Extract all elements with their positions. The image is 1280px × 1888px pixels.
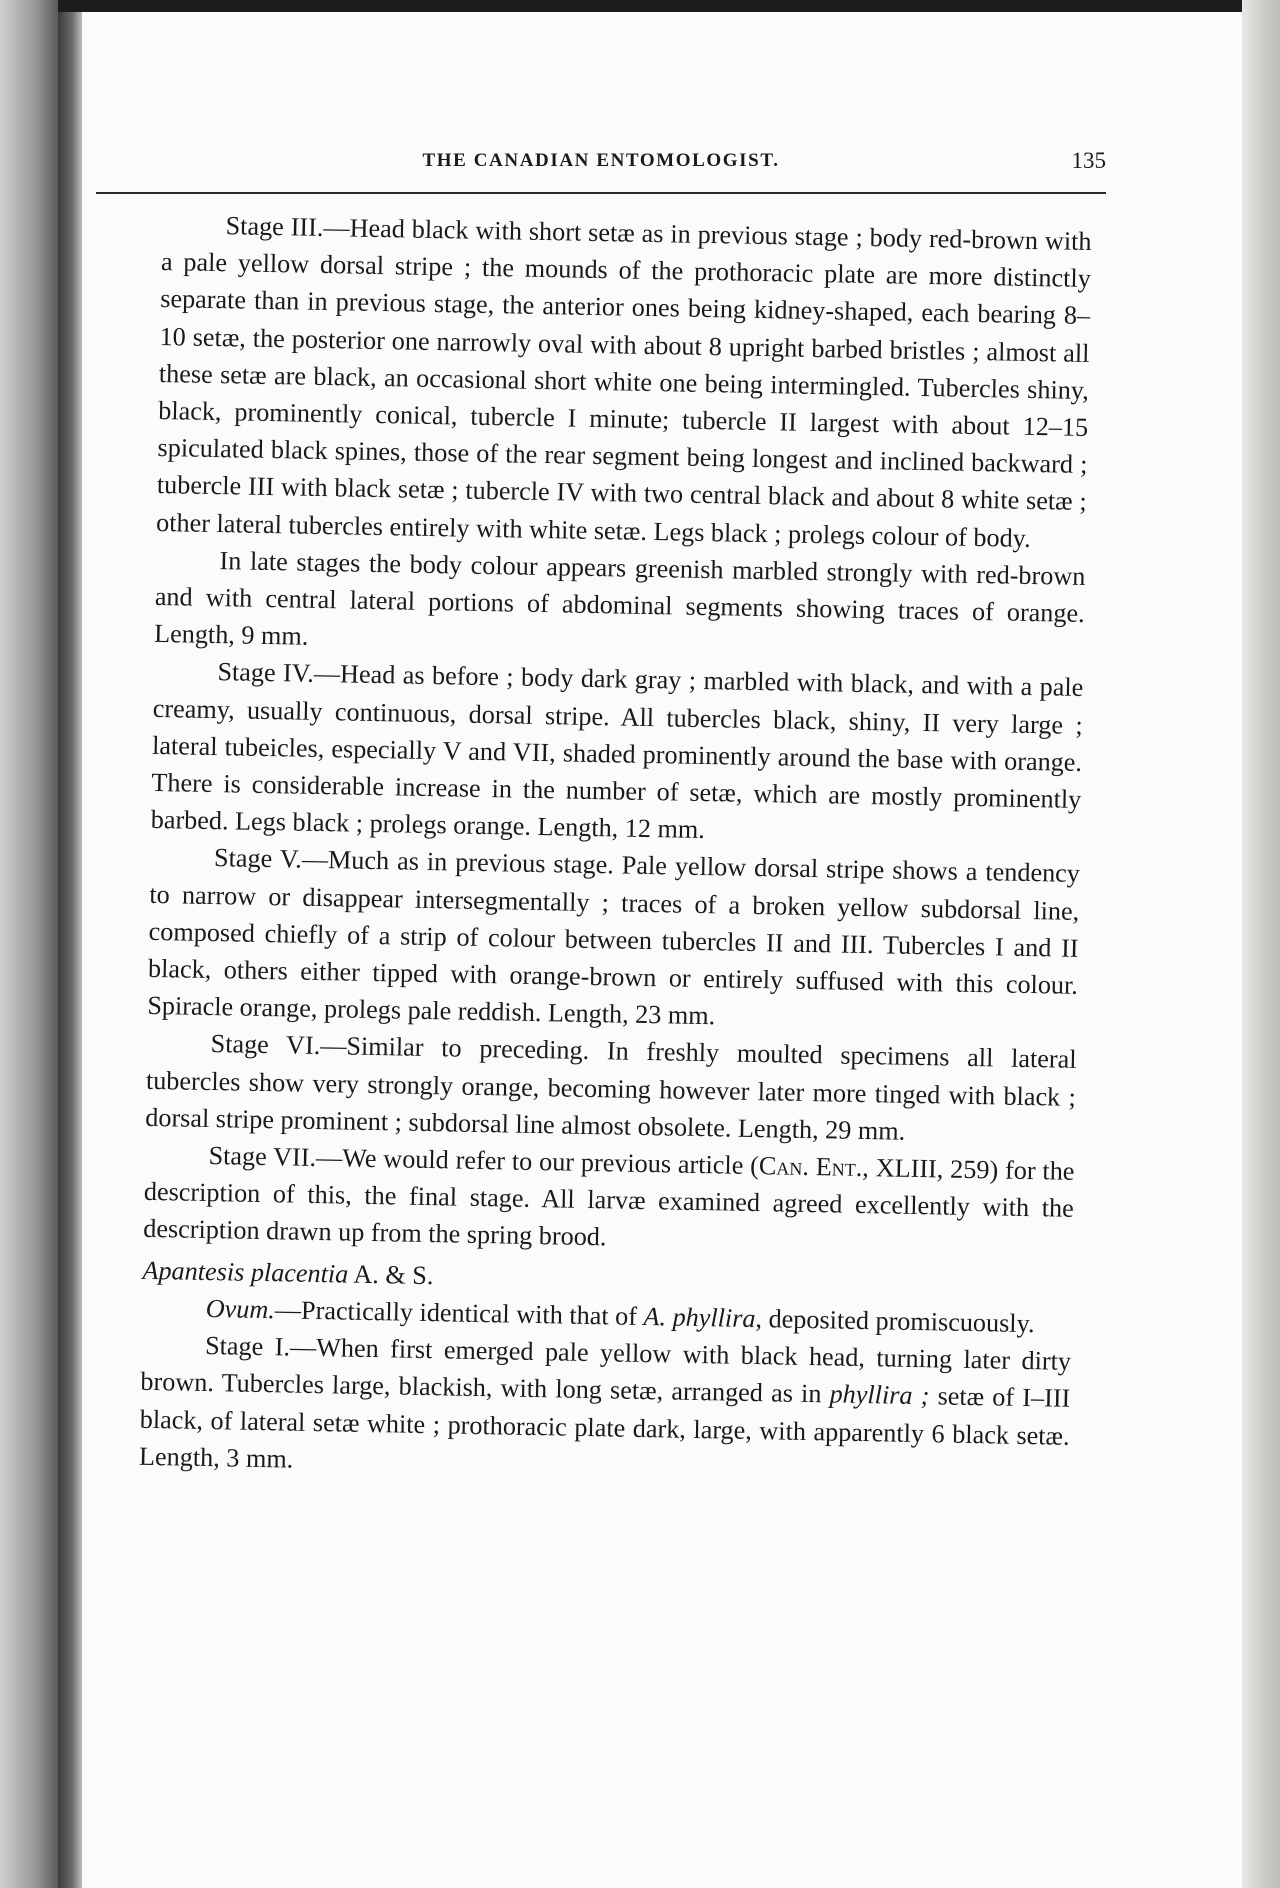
- paragraph-stage-vi: Stage VI.—Similar to preceding. In freshly moulted specimens all lateral tubercles show very strongly orange, becoming however later more tinged with black ; dorsal stripe prominent ; subdorsal line almost obsolete. Length, 29 mm.: [145, 1029, 1077, 1146]
- paragraph-stage-iv: Stage IV.—Head as before ; body dark gray ; marbled with black, and with a pale creamy, usually continuous, dorsal stripe. All tubercles black, shiny, II very large ; lateral tubeicles, especially V and VII, shaded prominently around the base with orange. There is considerable increase in the number of setæ, which are mostly prominently barbed. Legs black ; prolegs orange. Length, 12 mm.: [150, 657, 1084, 845]
- ovum-text-end: , deposited promiscuously.: [755, 1303, 1035, 1339]
- ovum-species: A. phyllira: [643, 1301, 756, 1333]
- stage-i-species: phyllira ;: [829, 1379, 930, 1411]
- page-number: 135: [1071, 148, 1106, 173]
- species-name: Apantesis placentia: [142, 1255, 349, 1289]
- stage-i-text-end: setæ of I–III black, of lateral setæ white ; prothoracic plate dark, large, with apparently 6 black setæ. Length, 3 mm.: [138, 1381, 1071, 1474]
- paragraph-stage-v: Stage V.—Much as in previous stage. Pale yellow dorsal stripe shows a tendency to narrow or disappear intersegmentally ; traces of a broken yellow subdorsal line, composed chiefly of a strip of colour between tubercles II and III. Tubercles I and II black, others either tipped with orange-brown or entirely suffused with this colour. Spiracle orange, prolegs pale reddish. Length, 23 mm.: [147, 843, 1081, 1031]
- paragraph-stage-vii: [143, 1136, 1075, 1265]
- scan-top-border: [0, 0, 1280, 12]
- ovum-label: Ovum.: [205, 1293, 276, 1325]
- stage-vii-text-start: Stage VII.—We would refer to our previous article (: [208, 1141, 760, 1181]
- citation-can-ent: Can. Ent.: [758, 1151, 863, 1183]
- paragraph-stage-iii: Stage III.—Head black with short setæ as in previous stage ; body red-brown with a pale yellow dorsal stripe ; the mounds of the prothoracic plate are more distinctly separate than in previous stage, the anterior ones being kidney-shaped, each bearing 8–10 setæ, the posterior one narrowly oval with about 8 upright barbed bristles ; almost all these setæ are black, an occasional short white one being intermingled. Tubercles shiny, black, prominently conical, tubercle I minute; tubercle II largest with about 12–15 spiculated black spines, those of the rear segment being longest and inclined backward ; tubercle III with black setæ ; tubercle IV with two central black and about 8 white setæ ; other lateral tubercles entirely with white setæ. Legs black ; prolegs colour of body.: [155, 211, 1092, 553]
- species-author: A. & S.: [348, 1259, 434, 1290]
- paragraph-late-stages: In late stages the body colour appears greenish marbled strongly with red-brown and with central lateral portions of abdominal segments showing traces of orange. Length, 9 mm.: [153, 545, 1086, 651]
- article-body: [139, 206, 1092, 1492]
- book-spine-shadow: [58, 12, 82, 1888]
- running-title: THE CANADIAN ENTOMOLOGIST.: [422, 150, 780, 171]
- header-rule: [96, 192, 1106, 194]
- scan-left-edge: [0, 0, 58, 1888]
- scan-right-edge: [1242, 0, 1280, 1888]
- stage-vii-text-end: , XLIII, 259) for the description of this, the final stage. All larvæ examined agreed excellently with the description drawn up from the spring brood.: [142, 1153, 1075, 1252]
- ovum-text: —Practically identical with that of: [274, 1295, 644, 1331]
- stage-i-text-start: Stage I.—When first emerged pale yellow with black head, turning later dirty brown. Tubercles large, blackish, with long setæ, arranged as in: [140, 1331, 1072, 1409]
- paragraph-stage-i: [139, 1326, 1072, 1492]
